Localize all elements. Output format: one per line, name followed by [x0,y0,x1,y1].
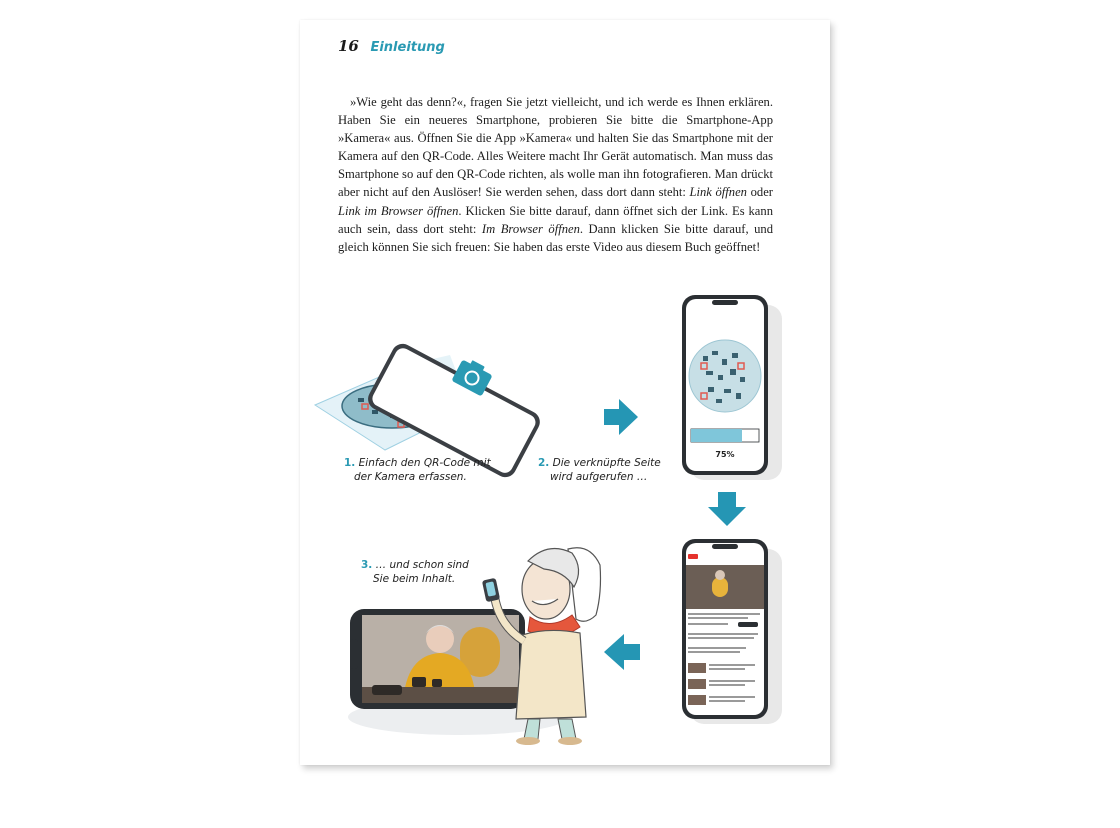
step-caption-2: 2. Die verknüpfte Seite wird aufgerufen … [538,457,661,483]
emphasis: Link im Browser öffnen [338,203,459,218]
arrow-left-icon [602,632,642,672]
arrow-right-icon [602,397,642,437]
book-page [300,20,830,765]
phone-loading [678,293,788,483]
progress-bar-fill [691,429,742,442]
body-text [338,93,773,256]
paragraph: »Wie geht das denn?«, fragen Sie jetzt vielleicht, und ich werde es Ihnen erklären. Haben Sie ein neueres Smartphone, probieren Sie bitte die Smartphone-App »Kamera« aus. Öffnen Sie die App »Kamera« und halten Sie das Smartphone mit der Kamera auf den QR-Code. Alles Weitere macht Ihr Gerät automatisch. Man muss das Smartphone so auf den QR-Code richten, als wolle man ihn fotografieren. Man drückt aber nicht auf den Auslöser! Sie werden sehen, dass dort dann steht: Link öffnen oder Link im Browser öffnen. Klicken Sie bitte darauf, dann öffnet sich der Link. Es kann auch sein, dass dort steht: Im Browser öffnen. Dann klicken Sie bitte darauf, und gleich können Sie sich freuen: Sie haben das erste Video aus diesem Buch geöffnet! [338,95,773,254]
arrow-down-icon [708,490,748,530]
emphasis: Im Browser öffnen [481,221,580,236]
emphasis: Link öffnen [689,185,747,200]
page-header [338,36,445,55]
step-number: 2. [538,457,550,469]
chapter-title: Einleitung [370,40,445,55]
page-number: 16 [338,37,359,55]
step-number: 1. [344,457,356,469]
step-caption-3: 3. … und schon sind Sie beim Inhalt. [361,559,469,585]
progress-label: 75% [715,450,735,459]
step-caption-1: 1. Einfach den QR-Code mit der Kamera erfassen. [344,457,491,483]
step-number: 3. [361,559,373,571]
phone-youtube [678,537,788,727]
scan-illustration [310,310,560,470]
